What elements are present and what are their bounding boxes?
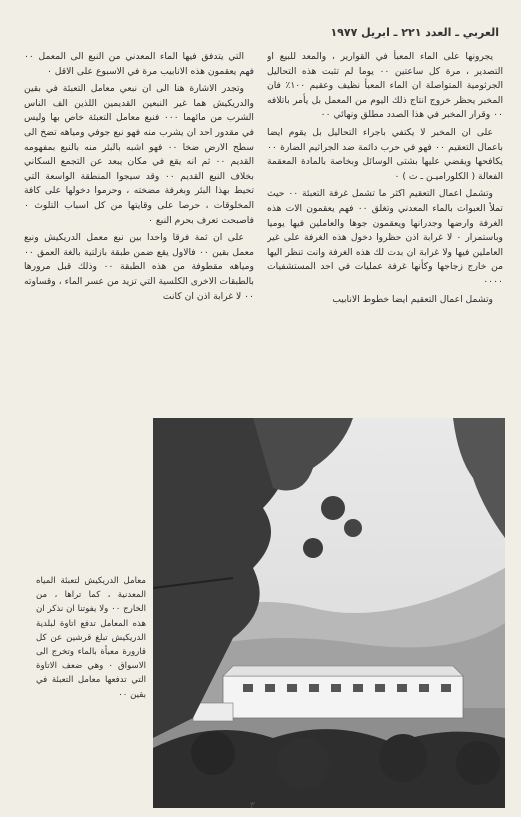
paragraph: وتشمل اعمال التعقيم اكثر ما تشمل غرفة التعبئة ٠٠ حيث تملأ العبوات بالماء المعدني وتغلق ٠٠ فهم يعقمون الات هذه الغرفة وارضها وجدرانها ويعقمون جوها والعاملين فيها يوميا وباستمرار ٠ لا غرابة اذن حظروا دخول هذه الغرفة على غير العاملين فيها ولا غرابة ان بدت لك هذه الغرفة وانت تنظر اليها من خارج زجاجها وكأنها غرفة عمليات في احد المستشفيات ٠٠٠٠ <box>267 188 503 287</box>
factory-photo-illustration <box>153 418 505 808</box>
photo-caption: معامل الدريكيش لتعبئة المياه المعدنية ، كما تراها ، من الخارج ٠٠ ولا يفوتنا ان نذكر ان هذه المعامل تدفع اتاوة لبلدية الدريكيش تبلغ قرشين عن كل قارورة معبأة بالماء وتخرج الى الاسواق ٠ وهي ضعف الاتاوة التي تدفعها معامل التعبئة في بقين ٠٠ <box>36 576 147 700</box>
paragraph: على ان المخبر لا يكتفي باجراء التحاليل بل يقوم ايضا باعمال التعقيم ٠٠ فهو في حرب دائمة ضد الجراثيم الضارة ٠٠ يكافحها ويقضي عليها بشتى الوسائل وبخاصة بالمادة المعقمة الفعالة ( الكلوراميـن ـ ت ) ٠ <box>267 126 503 182</box>
page-number: ٣ <box>250 801 255 811</box>
paragraph: وتشمل اعمال التعقيم ايضا خطوط الانابيب <box>332 293 493 305</box>
article-column-left <box>24 50 254 390</box>
paragraph: التي يتدفق فيها الماء المعدني من النبع الى المعمل ٠٠ فهم يعقمون هذه الانابيب مرة في الاسبوع على الاقل ٠ <box>24 51 254 77</box>
paragraph: يجرونها على الماء المعبأ في القوارير ، والمعد للبيع او التصدير ، مرة كل ساعتين ٠٠ يوما لم تثبت هذه التحاليل الجرثومية المتواصلة ان الماء المعبأ نظيف وعقيم ١٠٠٪ فان المخبر يحظر خروج انتاج ذلك اليوم من المعمل بل يأمر باتلافه ٠٠ وقرار المخبر في هذا الصدد مطلق ونهائي ٠٠ <box>267 51 503 121</box>
paragraph: وتجدر الاشارة هنا الى ان نبعي معامل التعبئة في بقين والدريكيش هما غير النبعين القديمين اللذين الف الناس الشرب من مائهما ٠٠٠ فنبع معامل التعبئة خاص بها وليس في مقدور احد ان يشرب منه فهو نبع جوفي ومياهه تضخ الى سطح الارض ضخا ٠٠ فهو اشبه بالبئر منه بالنبع بمفهومه القديم ٠٠ ثم انه يقع في مكان يبعد عن التجمع السكاني بخلاف النبع القديم ٠٠ وقد سيجوا المنطقة الواسعة التي تحيط بهذا البئر وبغرفة مضخته ، وحرموا دخولها على كافة المخلوقات ، حرصا على وقايتها من كل اسباب التلوث ٠ فاصبحت تعرف بحرم النبع ٠ <box>24 83 254 226</box>
article-column-right <box>267 50 503 390</box>
factory-photo <box>153 418 505 808</box>
running-head: العربي ـ العدد ٢٢١ ـ ابريل ١٩٧٧ <box>330 26 499 39</box>
paragraph: على ان ثمة فرقا واحدا بين نبع معمل الدريكيش ونبع معمل بقين ٠٠ فالاول يقع ضمن طبقة بازلتية بالغة العمق ٠٠ ومياهه مقطوفة من هذه الطبقة ٠٠ وذلك قبل مرورها بالطبقات الاخرى الكلسية التي تزيد من عسر الماء ، وقساوته ٠٠ لا غرابة اذن ان كانت <box>24 232 254 302</box>
